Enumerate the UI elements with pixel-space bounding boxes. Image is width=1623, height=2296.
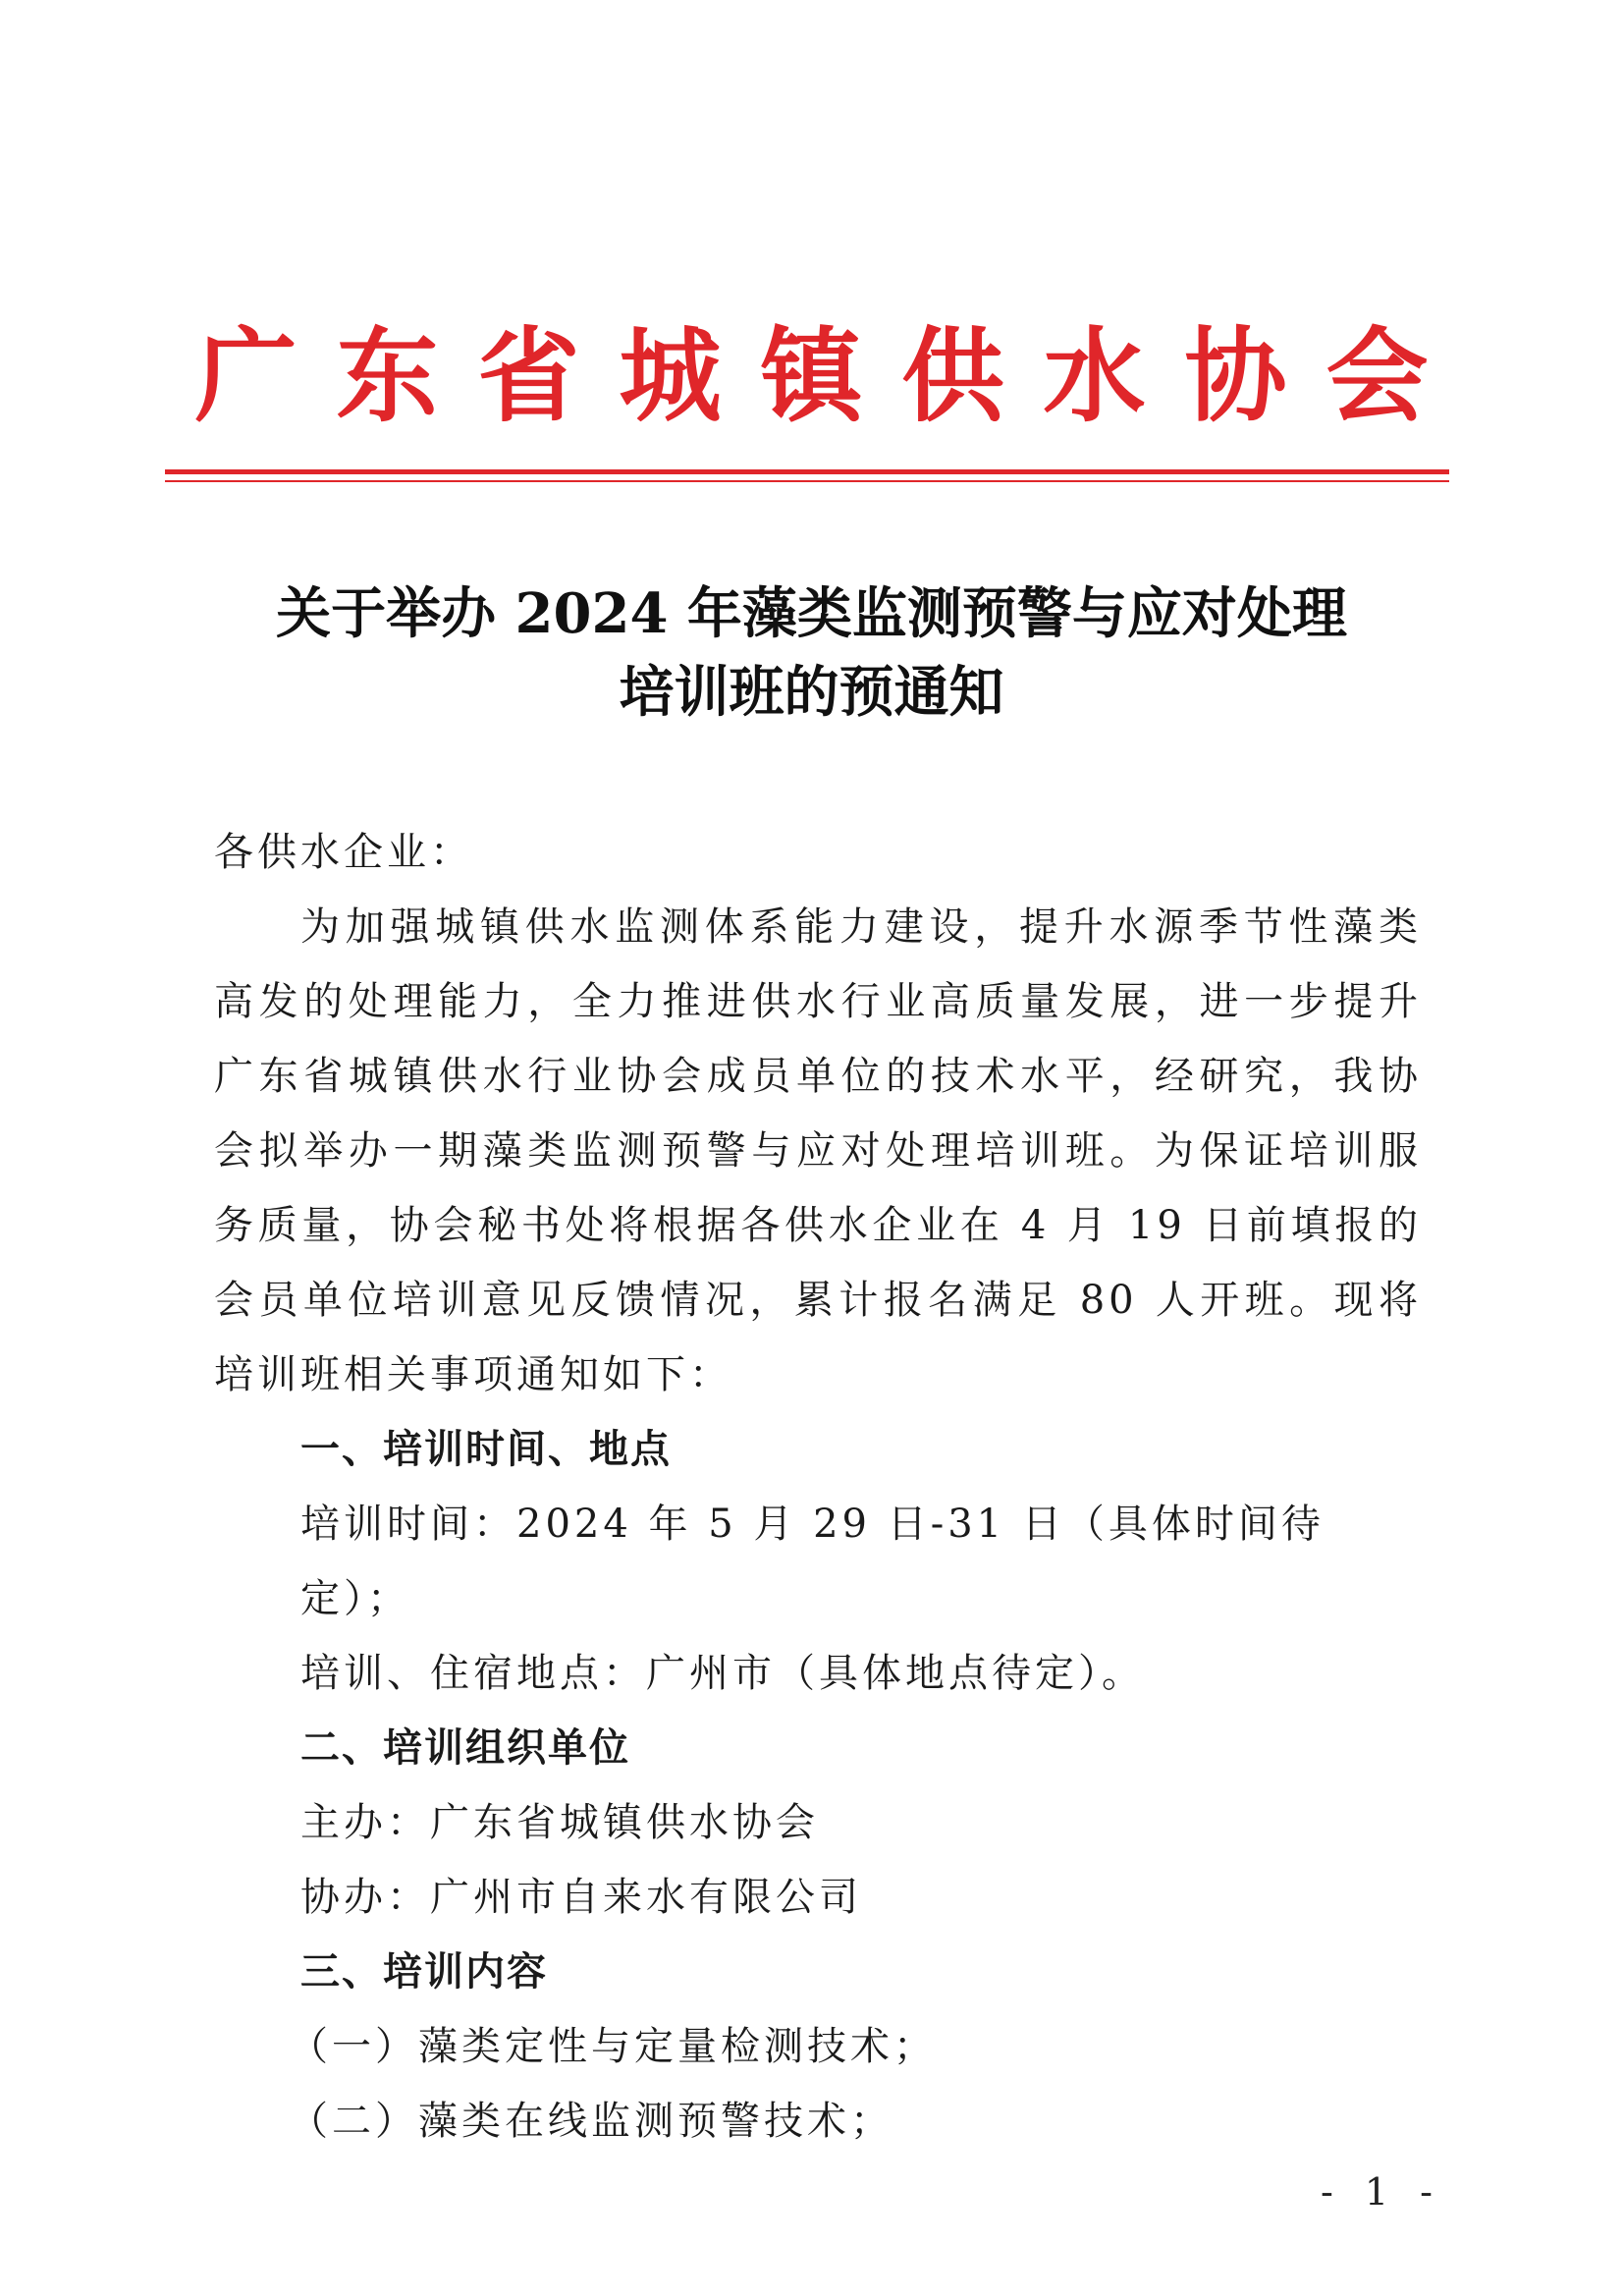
section-line: 培训时间：2024 年 5 月 29 日-31 日（具体时间待定）； — [300, 1502, 1325, 1621]
intro-paragraph: 为加强城镇供水监测体系能力建设，提升水源季节性藻类高发的处理能力，全力推进供水行业高质量发展，进一步提升广东省城镇供水行业协会成员单位的技术水平，经研究，我协会拟举办一期藻类监测预警与应对处理培训班。为保证培训服务质量，协会秘书处将根据各供水企业在 4 月 19 日前填报的会员单位培训意见反馈情况，累计报名满足 80 人开班。现将培训班相关事项通知如下： — [214, 904, 1422, 1397]
section-line: 主办：广东省城镇供水协会 — [300, 1800, 819, 1845]
document-title — [137, 574, 1486, 732]
letterhead-divider-thick — [165, 469, 1449, 474]
document-title-line-1: 关于举办 2024 年藻类监测预警与应对处理 — [276, 581, 1347, 646]
document-body — [214, 815, 1422, 2159]
section-line: 培训、住宿地点：广州市（具体地点待定）。 — [300, 1651, 1145, 1696]
letterhead-divider-thin — [165, 480, 1449, 482]
letterhead-org-name: 广东省城镇供水协会 — [194, 315, 1468, 436]
section-list-item: （一）藻类定性与定量检测技术； — [289, 2024, 937, 2069]
section-line: 协办：广州市自来水有限公司 — [300, 1875, 862, 1920]
page-number: - 1 - — [1321, 2170, 1443, 2214]
section-heading-organizers: 二、培训组织单位 — [300, 1725, 630, 1771]
section-heading-content: 三、培训内容 — [300, 1949, 548, 1995]
section-list-item: （二）藻类在线监测预警技术； — [289, 2099, 893, 2144]
document-title-line-2: 培训班的预通知 — [619, 660, 1004, 725]
salutation: 各供水企业： — [214, 830, 473, 875]
section-heading-time-place: 一、培训时间、地点 — [300, 1427, 672, 1472]
